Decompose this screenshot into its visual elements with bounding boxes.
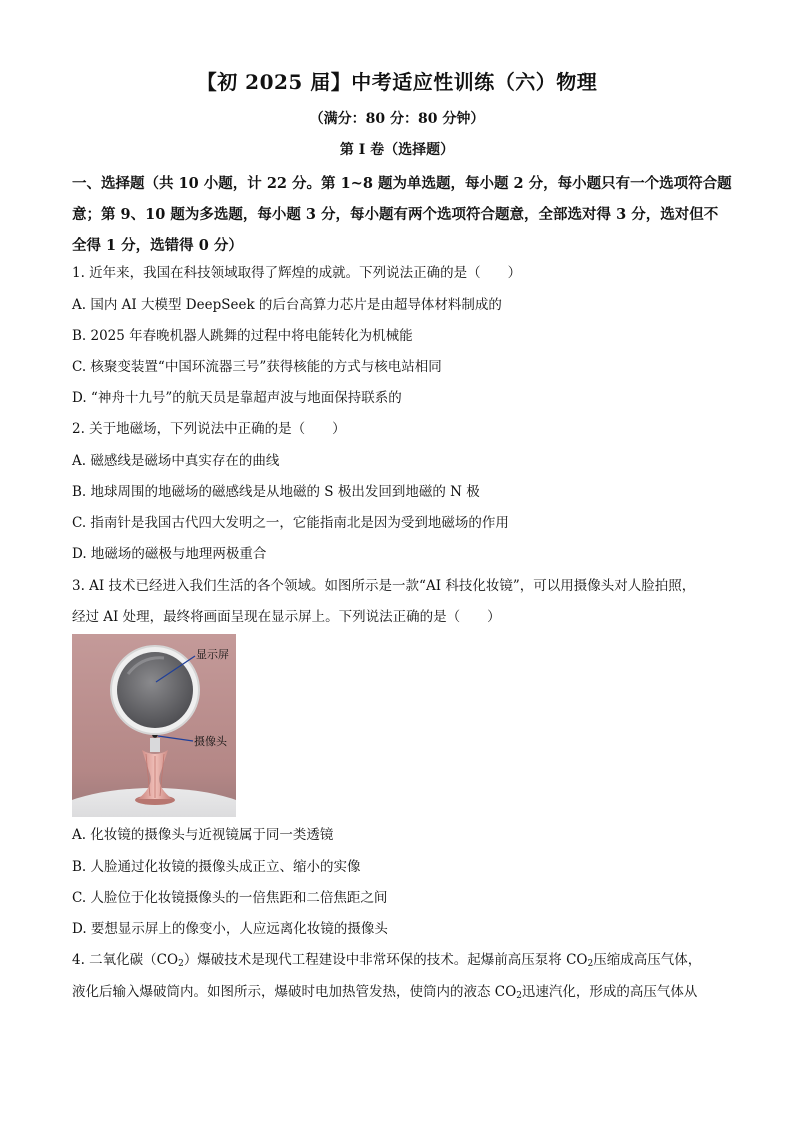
q3-stem-line1: 3. AI 技术已经进入我们生活的各个领域。如图所示是一款“AI 科技化妆镜”，可以用摄像头对人脸拍照， — [72, 578, 696, 594]
display-screen — [117, 652, 193, 728]
subscript-2: 2 — [178, 959, 184, 969]
label-camera: 摄像头 — [194, 735, 227, 748]
q3-option-a: A. 化妆镜的摄像头与近视镜属于同一类透镜 — [72, 827, 334, 843]
q3-option-d: D. 要想显示屏上的像变小，人应远离化妆镜的摄像头 — [72, 921, 388, 937]
q2-option-c: C. 指南针是我国古代四大发明之一，它能指南北是因为受到地磁场的作用 — [72, 515, 509, 531]
score-time-note: （满分：80 分：80 分钟） — [309, 111, 485, 127]
volume-heading: 第 I 卷（选择题） — [339, 142, 455, 158]
q2-option-b: B. 地球周围的地磁场的磁感线是从地磁的 S 极出发回到地磁的 N 极 — [72, 484, 480, 500]
q4-stem-line2: 液化后输入爆破筒内。如图所示，爆破时电加热管发热，使筒内的液态 $CO_2$迅速汽化，形成的高压气体从 — [72, 984, 698, 1001]
q1-stem: 1. 近年来，我国在科技领域取得了辉煌的成就。下列说法正确的是（ ） — [72, 265, 522, 281]
page-title: 【初 2025 届】中考适应性训练（六）物理 — [196, 70, 598, 94]
q2-option-d: D. 地磁场的磁极与地理两极重合 — [72, 546, 267, 562]
q1-option-b: B. 2025 年春晚机器人跳舞的过程中将电能转化为机械能 — [72, 328, 413, 344]
q3-option-c: C. 人脸位于化妆镜摄像头的一倍焦距和二倍焦距之间 — [72, 890, 388, 906]
q3-option-b: B. 人脸通过化妆镜的摄像头成正立、缩小的实像 — [72, 859, 361, 875]
subscript-2: 2 — [516, 991, 522, 1001]
q3-stem-line2: 经过 AI 处理，最终将画面呈现在显示屏上。下列说法正确的是（ ） — [72, 609, 501, 625]
q2-stem: 2. 关于地磁场，下列说法中正确的是（ ） — [72, 421, 346, 437]
q1-option-a: A. 国内 AI 大模型 DeepSeek 的后台高算力芯片是由超导体材料制成的 — [72, 297, 502, 313]
q1-option-d: D. “神舟十九号”的航天员是靠超声波与地面保持联系的 — [72, 390, 402, 406]
mirror-neck — [150, 738, 160, 752]
subscript-2: 2 — [587, 959, 594, 969]
q4-stem-line1: 4. 二氧化碳$(CO_2)$爆破技术是现代工程建设中非常环保的技术。起爆前高压泵将 $CO_2$压缩成高压气体， — [72, 952, 702, 969]
label-display-screen: 显示屏 — [196, 648, 229, 661]
q2-option-a: A. 磁感线是磁场中真实存在的曲线 — [72, 453, 280, 469]
mirror-illustration — [72, 634, 236, 817]
mirror-figure — [72, 634, 236, 817]
section-instructions: 一、选择题（共 10 小题，计 22 分。第 1~8 题为单选题，每小题 2 分，每小题只有一个选项符合题意；第 9、10 题为多选题，每小题 3 分，每小题有两个选项符合题意，全部选对得 3 分，选对但不全得 1 分，选错得 0 分） — [72, 175, 732, 254]
q1-option-c: C. 核聚变装置“中国环流器三号”获得核能的方式与核电站相同 — [72, 359, 442, 375]
